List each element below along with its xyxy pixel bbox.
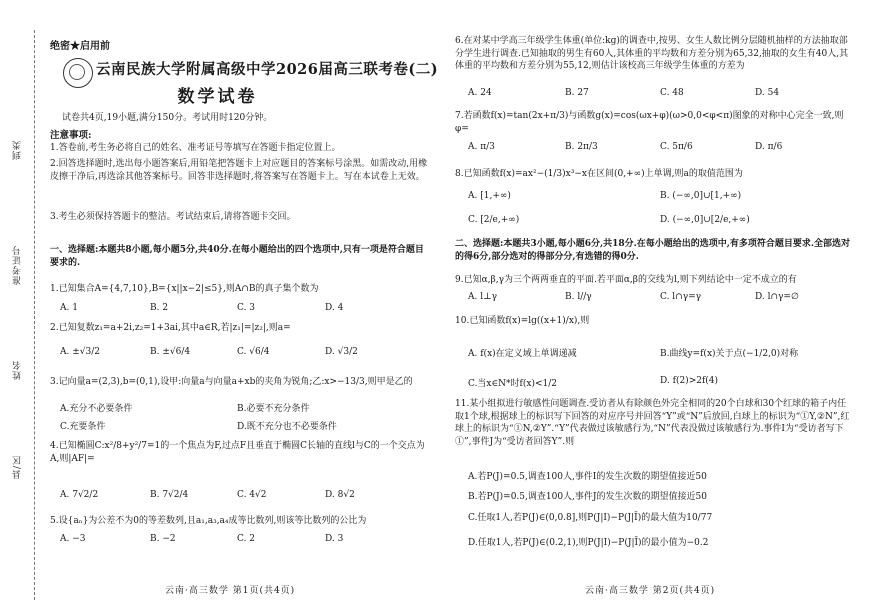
binding-margin — [8, 30, 36, 600]
option: B. ±√6/4 — [150, 347, 191, 357]
option: A. 1 — [60, 303, 78, 313]
option: A. ±√3/2 — [60, 347, 100, 357]
page-title: 数学试卷 — [177, 87, 258, 107]
option: D. (−∞,0]∪[2/e,+∞) — [660, 215, 750, 225]
option: C. 2 — [237, 534, 256, 544]
note-item: 2.回答选择题时,选出每小题答案后,用铅笔把答题卡上对应题目的答案标号涂黑。如需改动,用橡皮擦干净后,再选涂其他答案标号。回答非选择题时,将答案写在答题卡上。写在本试卷上无效。 — [50, 159, 428, 183]
option: C. √6/4 — [237, 347, 270, 357]
option: A. −3 — [60, 534, 86, 544]
question-stem: 5.设{aₙ}为公差不为0的等差数列,且a₁,a₃,a₄成等比数列,则该等比数列的公比为 — [50, 516, 367, 526]
school-heading: 云南民族大学附属高级中学2026届高三联考卷(二) — [96, 61, 439, 78]
option: A. 24 — [468, 88, 492, 98]
notes-heading: 注意事项: — [50, 130, 92, 141]
option: C. 3 — [237, 303, 256, 313]
option: B. 27 — [565, 88, 589, 98]
page-footer-left: 云南·高三数学 第1页(共4页) — [165, 586, 296, 596]
option: B. −2 — [150, 534, 176, 544]
option: C. [2/e,+∞) — [468, 215, 520, 225]
option: B.必要不充分条件 — [237, 404, 310, 414]
option: C.当x∈N*时f(x)<1/2 — [468, 379, 557, 389]
question-stem: 1.已知集合A={4,7,10},B={x||x−2|≤5},则A∩B的真子集个数为 — [50, 284, 319, 294]
question-stem: 8.已知函数f(x)=ax²−(1/3)x³−x在区间(0,+∞)上单调,则a的取值范围为 — [455, 169, 743, 179]
option: D.任取1人,若P(J)∈(0.2,1),则P(J|I)−P(J|Ī)的最小值为−0.2 — [468, 538, 709, 548]
option: C. 4√2 — [237, 490, 267, 500]
question-stem: 4.已知椭圆C:x²/8+y²/7=1的一个焦点为F,过点F且垂直于椭圆C长轴的直线l与C的一个交点为A,则|AF|= — [50, 441, 425, 464]
option: C.充要条件 — [60, 422, 106, 432]
question-stem: 11.某小组拟进行敏感性问题调查.受访者从有除颜色外完全相同的20个白球和30个红球的箱子内任取1个球,根据球上的标识写下回答的对应序号并回答“Y”或“N”后放回,白球上的标识为“①Y,②N”,红球上的标识为“①N,②Y”.“Y”代表做过该敏感行为,“N”代表没做过该敏感行为.事件I为“受访者写下①”,事件J为“受访者回答Y”.则 — [455, 399, 850, 447]
question-stem: 6.在对某中学高三年级学生体重(单位:kg)的调查中,按男、女生人数比例分层随机抽样的方法抽取部分学生进行调查.已知抽取的男生有60人,其体重的平均数和方差分别为65,32,抽取的女生有40人,其体重的平均数和方差分别为55,12,则估计该校高三年级学生体重的方差为 — [455, 36, 849, 72]
margin-label-class: 到类 — [13, 140, 23, 160]
option: C. 48 — [660, 88, 684, 98]
note-item: 3.考生必须保持答题卡的整洁。考试结束后,请将答题卡交回。 — [50, 212, 296, 222]
option: B. l//γ — [565, 292, 592, 302]
option: C. 5π/6 — [660, 142, 693, 152]
option: A. 7√2/2 — [60, 490, 99, 500]
option: B. 2π/3 — [565, 142, 598, 152]
option: A. f(x)在定义域上单调递减 — [468, 349, 577, 359]
question-stem: 10.已知函数f(x)=lg((x+1)/x),则 — [455, 316, 590, 326]
option: D. l∩γ=∅ — [755, 292, 799, 302]
note-item: 1.答卷前,考生务必将自己的姓名、准考证号等填写在答题卡指定位置上。 — [50, 143, 341, 153]
option: B. 2 — [150, 303, 169, 313]
page-footer-right: 云南·高三数学 第2页(共4页) — [585, 586, 716, 596]
option: A. [1,+∞) — [468, 191, 511, 201]
option: B.曲线y=f(x)关于点(−1/2,0)对称 — [660, 349, 799, 359]
option: D.既不充分也不必要条件 — [237, 422, 337, 432]
option: A.若P(J)=0.5,调查100人,事件I的发生次数的期望值接近50 — [468, 472, 707, 482]
question-stem: 2.已知复数z₁=a+2i,z₂=1+3ai,其中a∈R,若|z₁|=|z₂|,则a= — [50, 323, 291, 333]
option: C.任取1人,若P(J)∈(0,0.8],则P(J|I)−P(J|Ī)的最大值为10/77 — [468, 513, 713, 523]
option: D. 8√2 — [325, 490, 355, 500]
option: A.充分不必要条件 — [60, 404, 133, 414]
section1-heading: 一、选择题:本题共8小题,每小题5分,共40分.在每小题给出的四个选项中,只有一项是符合题目要求的. — [50, 245, 424, 268]
margin-label-exam-number: 准考证号 — [13, 245, 23, 285]
option: B. 7√2/4 — [150, 490, 189, 500]
option: D. 4 — [325, 303, 344, 313]
option: C. l∩γ=γ — [660, 292, 702, 302]
question-stem: 7.若函数f(x)=tan(2x+π/3)与函数g(x)=cos(ωx+φ)(ω>0,0<φ<π)图象的对称中心完全一致,则φ= — [455, 111, 844, 134]
margin-label-district: 县/区 — [13, 455, 23, 480]
option: D. 54 — [755, 88, 780, 98]
option: B. (−∞,0]∪[1,+∞) — [660, 191, 742, 201]
option: A. π/3 — [468, 142, 495, 152]
question-stem: 9.已知α,β,γ为三个两两垂直的平面.若平面α,β的交线为l,则下列结论中一定不成立的有 — [455, 275, 797, 285]
section2-heading: 二、选择题:本题共3小题,每小题6分,共18分.在每小题给出的选项中,有多项符合题目要求.全部选对的得6分,部分选对的得部分分,有选错的得0分. — [455, 239, 851, 262]
option: D. √3/2 — [325, 347, 358, 357]
option: D. f(2)>2f(4) — [660, 376, 719, 386]
option: A. l⊥γ — [468, 292, 497, 302]
cut-line — [34, 30, 35, 600]
confidential-mark: 绝密★启用前 — [50, 41, 110, 52]
question-stem: 3.记向量a=(2,3),b=(0,1),设甲:向量a与向量a+xb的夹角为锐角;乙:x>−13/3,则甲是乙的 — [50, 377, 413, 387]
exam-info: 试卷共4页,19小题,满分150分。考试用时120分钟。 — [62, 113, 273, 123]
option: D. π/6 — [755, 142, 783, 152]
margin-label-name: 姓名 — [13, 360, 23, 380]
option: D. 3 — [325, 534, 344, 544]
option: B.若P(J)=0.5,调查100人,事件J的发生次数的期望值接近50 — [468, 492, 707, 502]
